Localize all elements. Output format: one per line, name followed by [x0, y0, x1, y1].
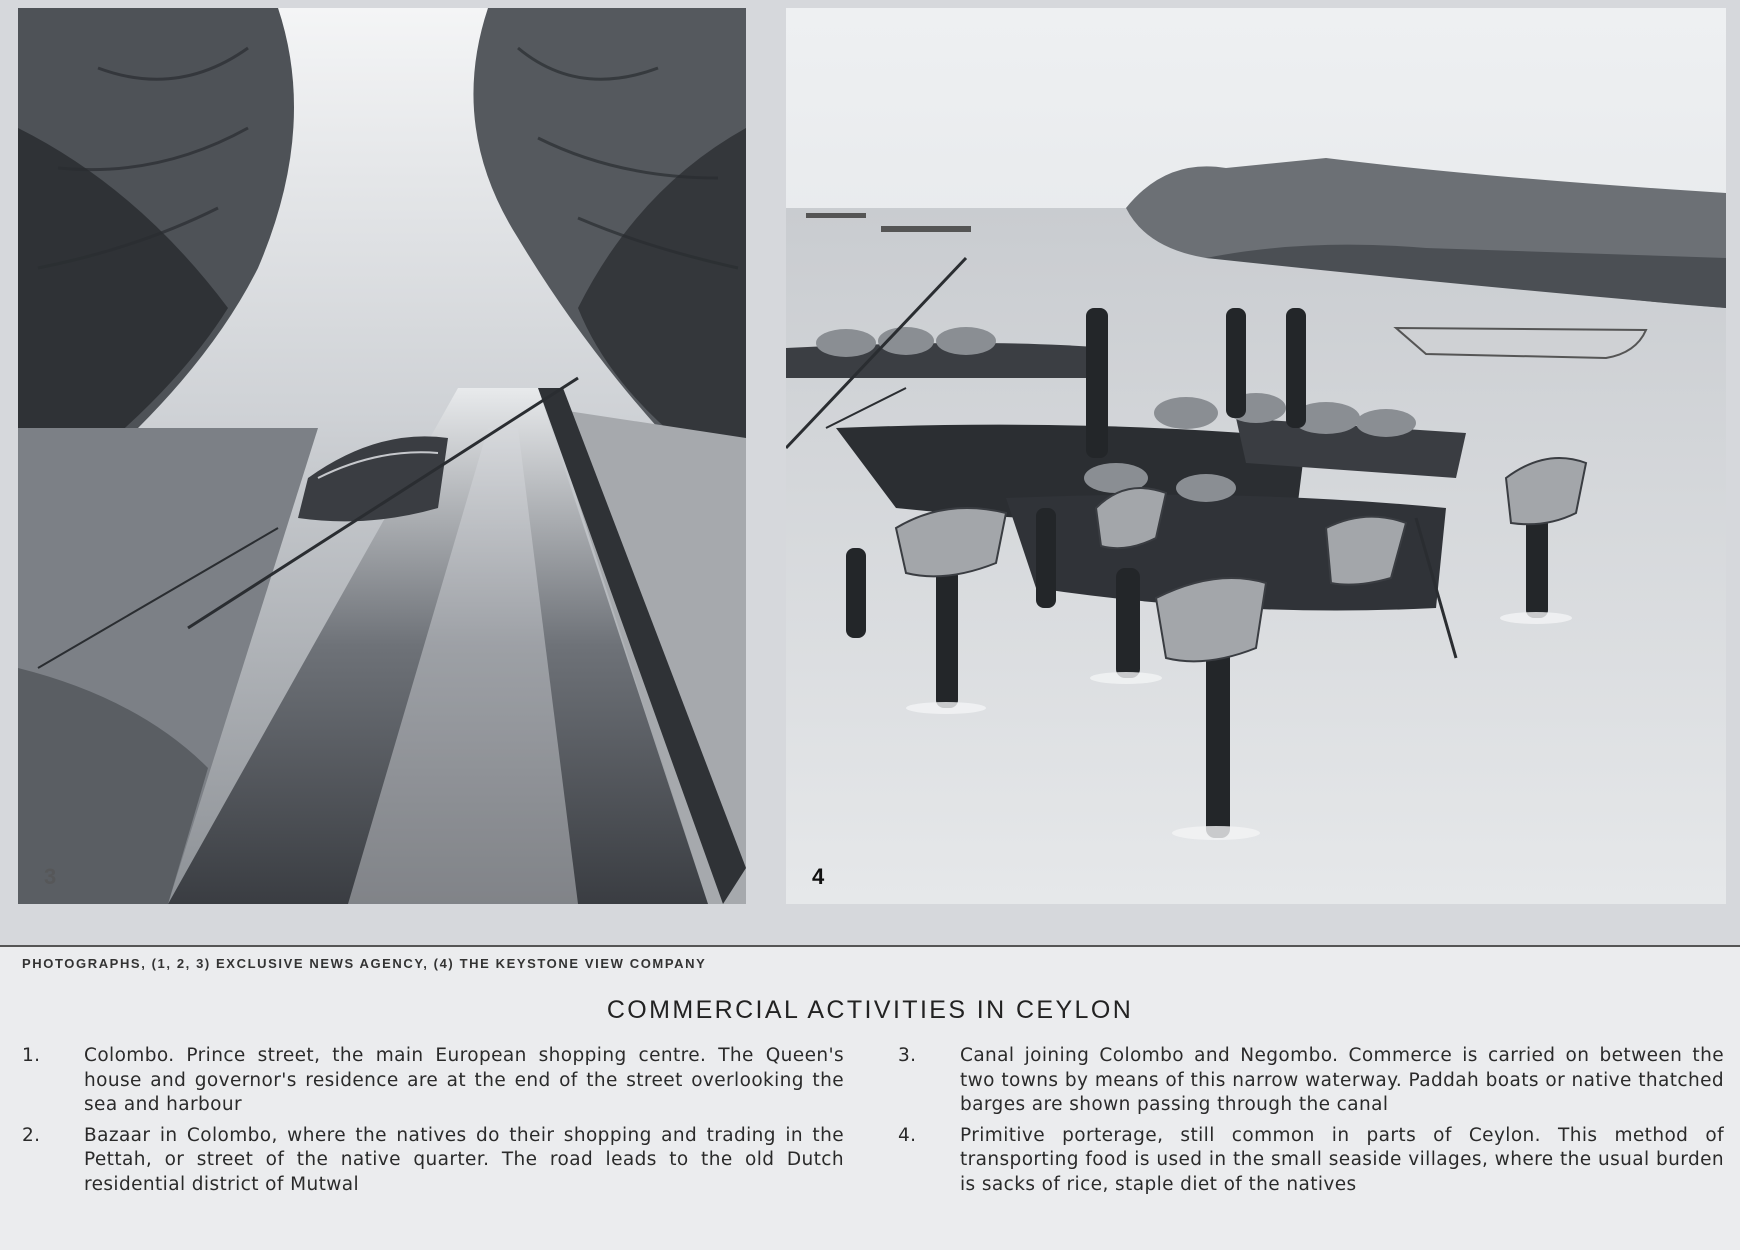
- caption-number: 4.: [898, 1124, 917, 1146]
- caption-number: 3.: [898, 1045, 917, 1066]
- caption-3: [898, 1044, 1724, 1118]
- caption-4: [898, 1124, 1724, 1198]
- caption-2: [22, 1124, 844, 1198]
- captions-left-column: [22, 1044, 844, 1203]
- caption-number: 2.: [22, 1124, 41, 1146]
- plate-number-4: 4: [812, 864, 825, 889]
- caption-number: 1.: [22, 1045, 41, 1066]
- caption-text: Bazaar in Colombo, where the natives do their shopping and trading in the Pettah, or street of the native quarter. The road leads to the old Dutch residential district of Mutwal: [84, 1124, 844, 1195]
- caption-text: Primitive porterage, still common in parts of Ceylon. This method of transporting food is used in the small seaside villages, where the usual burden is sacks of rice, staple diet of the natives: [960, 1124, 1724, 1195]
- captions-right-column: [898, 1044, 1724, 1203]
- plate-number-3: 3: [44, 864, 57, 889]
- canal-photo-image: [18, 8, 746, 904]
- photo-primitive-porterage: [786, 8, 1726, 904]
- page-title: COMMERCIAL ACTIVITIES IN CEYLON: [606, 996, 1134, 1024]
- porters-photo-image: [786, 8, 1726, 904]
- caption-1: [22, 1044, 844, 1118]
- caption-text: Colombo. Prince street, the main European shopping centre. The Queen's house and governor's residence are at the end of the street overlooking the sea and harbour: [84, 1045, 844, 1115]
- divider-rule: [0, 945, 1740, 947]
- photo-canal-colombo-negombo: [18, 8, 746, 904]
- photo-credits: PHOTOGRAPHS, (1, 2, 3) EXCLUSIVE NEWS AGENCY, (4) THE KEYSTONE VIEW COMPANY: [22, 956, 707, 971]
- caption-text: Canal joining Colombo and Negombo. Commerce is carried on between the two towns by means of this narrow waterway. Paddah boats or native thatched barges are shown passing through the canal: [960, 1045, 1724, 1115]
